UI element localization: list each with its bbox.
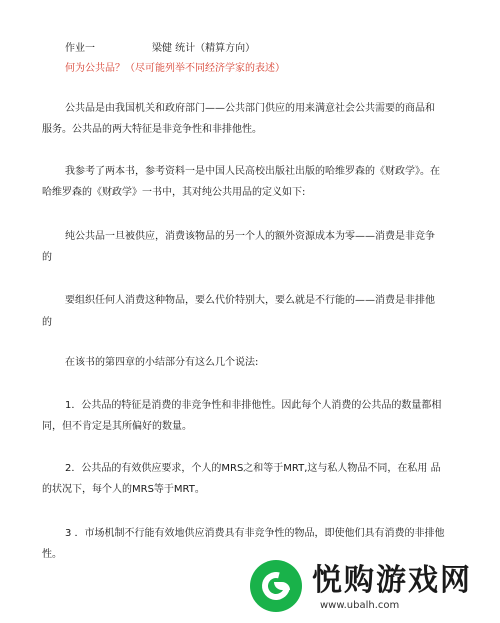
- paragraph-line: 要组织任何人消费这种物品，要么代价特别大，要么就是不行能的——消费是非排他: [65, 295, 435, 306]
- watermark: [250, 560, 495, 620]
- list-item-line: 的状况下，每个人的MRS等于MRT。: [42, 484, 205, 495]
- paragraph-line: 我参考了两本书，参考资料一是中国人民高校出版社出版的哈维罗森的《财政学》。在: [65, 166, 440, 177]
- paragraph-line: 纯公共品一旦被供应，消费该物品的另一个人的额外资源成本为零——消费是非竞争: [65, 231, 435, 242]
- paragraph-line: 的: [42, 317, 52, 328]
- watermark-url: www.ubalh.com: [320, 600, 400, 611]
- paragraph-line: 哈维罗森的《财政学》一书中，其对纯公共用品的定义如下:: [42, 187, 306, 198]
- paragraph-line: 的: [42, 252, 52, 263]
- list-item-line: 1．公共品的特征是消费的非竞争性和非排他性。因此每个人消费的公共品的数量都相: [65, 400, 442, 411]
- paragraph-line: 在该书的第四章的小结部分有这么几个说法:: [65, 357, 259, 368]
- assignment-label: 作业一: [65, 43, 95, 54]
- question-title: 何为公共品？（尽可能列举不同经济学家的表述）: [65, 63, 285, 74]
- paragraph-line: 公共品是由我国机关和政府部门——公共部门供应的用来满意社会公共需要的商品和: [65, 103, 435, 114]
- list-item-line: 性。: [42, 549, 62, 560]
- author-info: 梁健 统计（精算方向）: [152, 43, 256, 54]
- watermark-title: 悦购游戏网: [312, 563, 472, 598]
- list-item-line: 3 ．市场机制不行能有效地供应消费具有非竞争性的物品，即使他们具有消费的非排他: [65, 528, 445, 539]
- site-logo-icon: [250, 560, 302, 612]
- list-item-line: 同，但不肯定是其所偏好的数量。: [42, 421, 192, 432]
- paragraph-line: 服务。公共品的两大特征是非竞争性和非排他性。: [42, 124, 262, 135]
- list-item-line: 2．公共品的有效供应要求，个人的MRS之和等于MRT,这与私人物品不同，在私用 品: [65, 463, 441, 474]
